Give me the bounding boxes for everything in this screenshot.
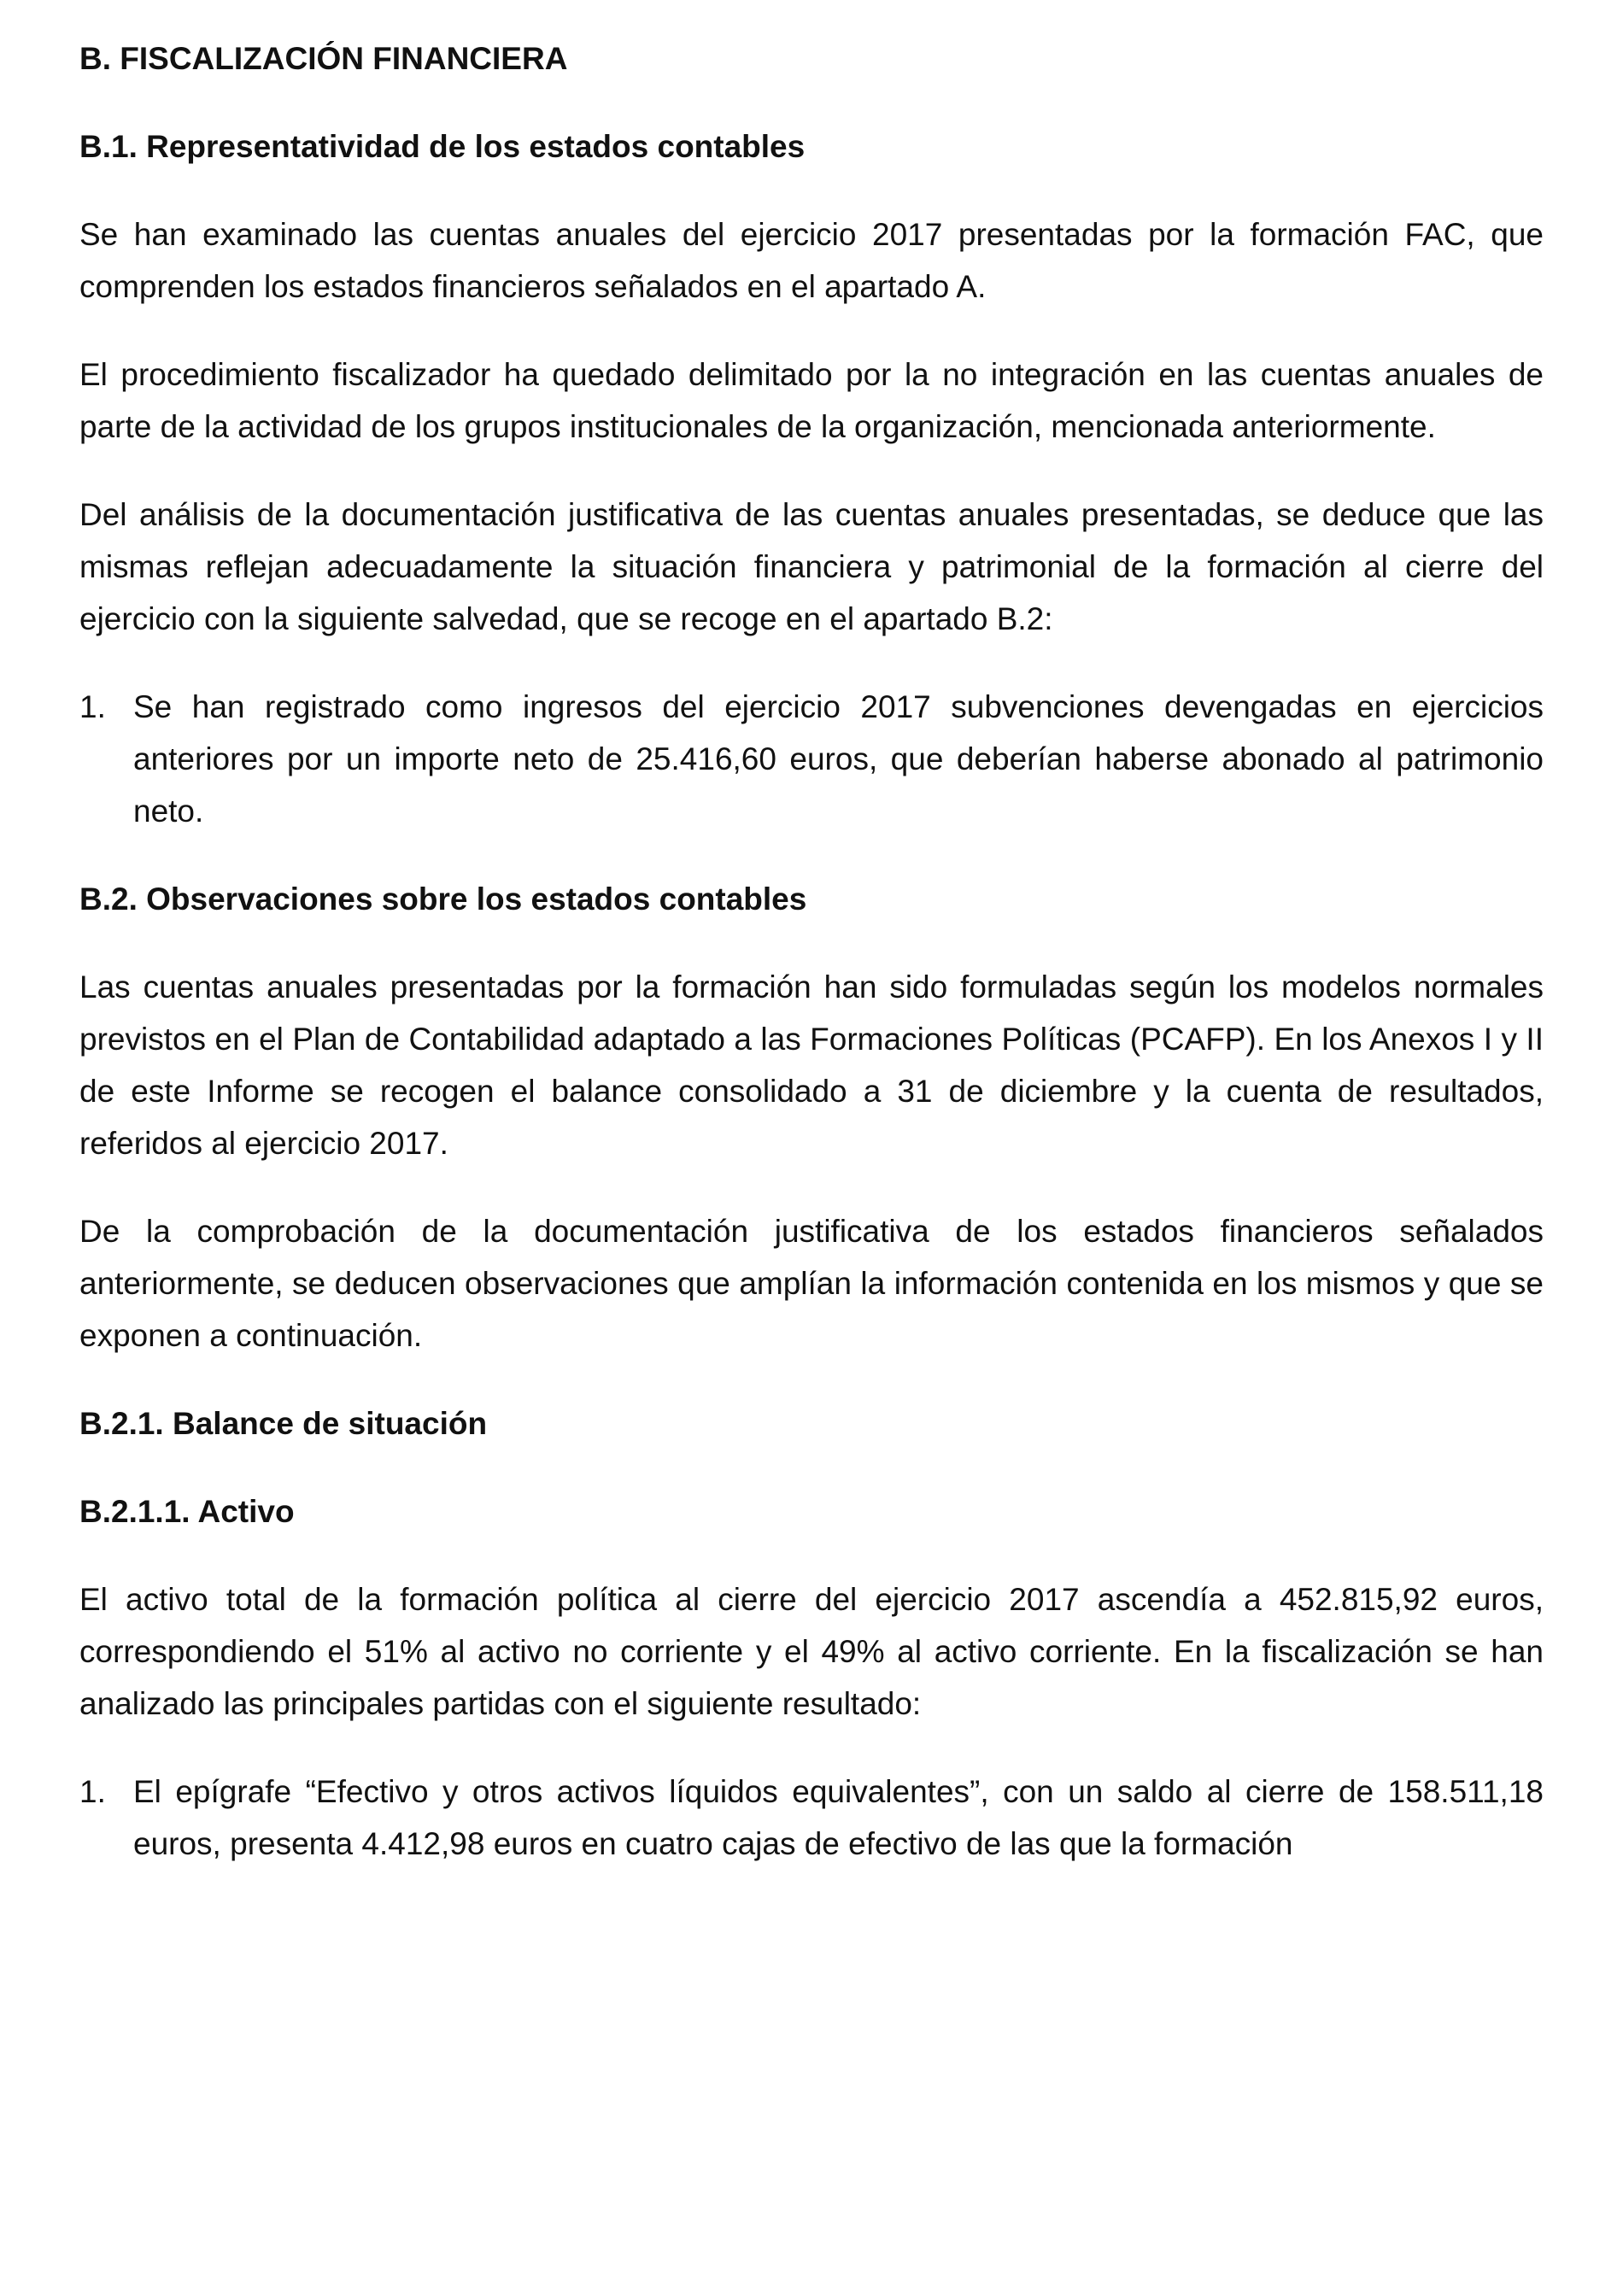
paragraph-b1-1: Se han examinado las cuentas anuales del ejercicio 2017 presentadas por la formación FAC, que comprenden los estados financieros señalados en el apartado A. — [79, 217, 1544, 304]
section-heading-b: B. FISCALIZACIÓN FINANCIERA — [79, 41, 568, 76]
list-item-text: Se han registrado como ingresos del ejercicio 2017 subvenciones devengadas en ejercicios anteriores por un importe neto de 25.416,60 euros, que deberían haberse abonado al patrimonio neto. — [133, 689, 1544, 829]
numbered-list-b211 — [79, 1766, 1544, 1870]
paragraph-b2-2: De la comprobación de la documentación justificativa de los estados financieros señalados anteriormente, se deducen observaciones que amplían la información contenida en los mismos y que se exponen a continuación. — [79, 1214, 1544, 1353]
list-item — [79, 681, 1544, 837]
numbered-list-b1 — [79, 681, 1544, 837]
section-heading-b2: B.2. Observaciones sobre los estados contables — [79, 882, 807, 917]
list-item-number: 1. — [79, 1774, 106, 1809]
paragraph-b2-1: Las cuentas anuales presentadas por la formación han sido formuladas según los modelos normales previstos en el Plan de Contabilidad adaptado a las Formaciones Políticas (PCAFP). En los Anexos I y II de este Informe se recogen el balance consolidado a 31 de diciembre y la cuenta de resultados, referidos al ejercicio 2017. — [79, 969, 1544, 1161]
section-heading-b1: B.1. Representatividad de los estados contables — [79, 129, 806, 164]
paragraph-b1-3: Del análisis de la documentación justificativa de las cuentas anuales presentadas, se deduce que las mismas reflejan adecuadamente la situación financiera y patrimonial de la formación al cierre del ejercicio con la siguiente salvedad, que se recoge en el apartado B.2: — [79, 497, 1544, 636]
list-item-number: 1. — [79, 689, 106, 724]
list-item-text: El epígrafe “Efectivo y otros activos líquidos equivalentes”, con un saldo al cierre de 158.511,18 euros, presenta 4.412,98 euros en cuatro cajas de efectivo de las que la formación — [133, 1774, 1544, 1861]
paragraph-b211-1: El activo total de la formación política al cierre del ejercicio 2017 ascendía a 452.815,92 euros, correspondiendo el 51% al activo no corriente y el 49% al activo corriente. En la fiscalización se han analizado las principales partidas con el siguiente resultado: — [79, 1582, 1544, 1721]
paragraph-b1-2: El procedimiento fiscalizador ha quedado delimitado por la no integración en las cuentas anuales de parte de la actividad de los grupos institucionales de la organización, mencionada anteriormente. — [79, 357, 1544, 444]
list-item — [79, 1766, 1544, 1870]
section-heading-b211: B.2.1.1. Activo — [79, 1494, 295, 1529]
section-heading-b21: B.2.1. Balance de situación — [79, 1406, 488, 1441]
